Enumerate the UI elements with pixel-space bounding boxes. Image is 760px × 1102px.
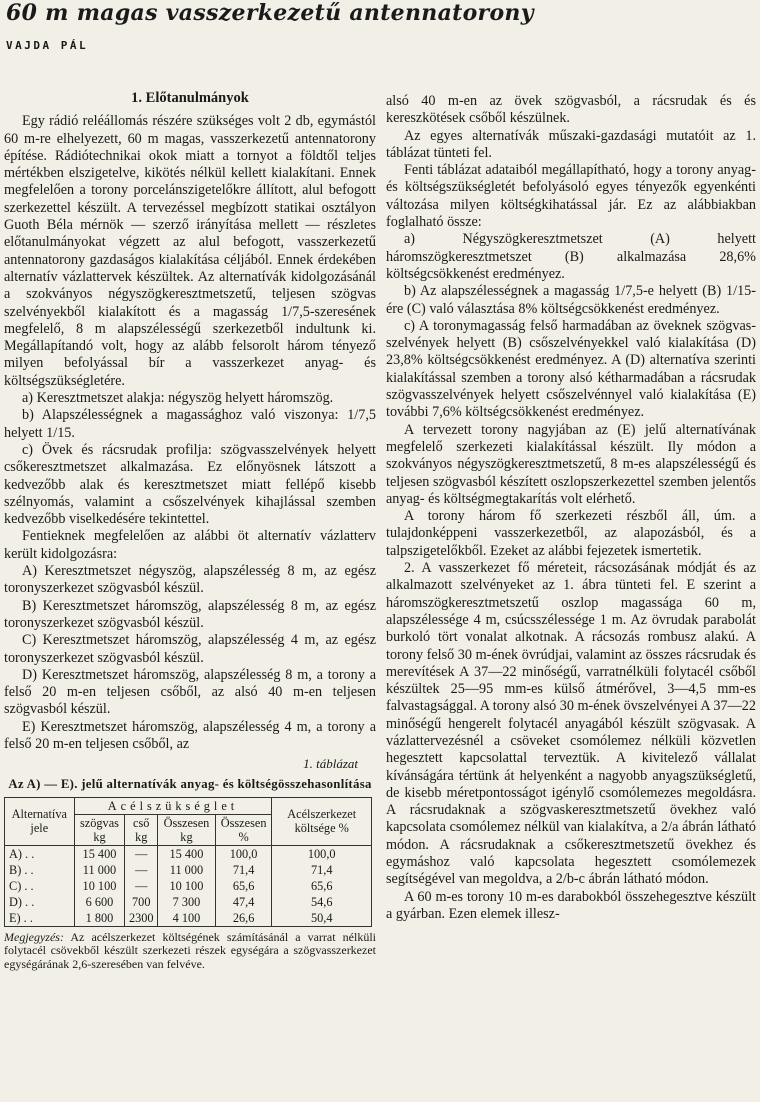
paragraph: Fentieknek megfelelően az alábbi öt alternatív vázlatterv került kidolgozásra: — [4, 528, 376, 562]
paragraph: E) Keresztmetszet háromszög, alapszélesség 4 m, a torony a felső 20 m-en teljesen csőből, az — [4, 718, 376, 752]
table-header-total-pct: Összesen % — [215, 814, 272, 845]
paragraph: Egy rádió reléállomás részére szükséges volt 2 db, egymástól 60 m-re elhelyezett, 60 m magas, vasszerkezetű antennatorony építése. Rádiótechnikai okok miatt a tornyot a földtől teljes mértékben elszigetelve, kikötés nélkül kellett kialakítani. Ennek megfelelően a torony porcelánszigetelőkre állított, alul befogott szerkezettel készült. A tervezéssel megbízott statikai osztályon Guoth Béla mérnök — szerző irányítása mellett — részletes előtanulmányokat végzett az alul befogott, vasszerkezetű antennatorony gazdaságos kialakítása céljából. Ennek érdekében alternatív vázlattervek készültek. Az alternatívák kidolgozásánál a szokványos négyszögkeresztmetszetű, teljesen szögvas szelvényekből kialakított és a magasság 1/7,5-szeresének megfelelő, 8 m alapszélességű szerkezetből indultunk ki. Megállapítandó volt, hogy az alább felsorolt három tényező milyen befolyással bír a vasszerkezet anyag- és költségszükségletére. — [4, 113, 376, 389]
paragraph: A) Keresztmetszet négyszög, alapszélesség 8 m, az egész toronyszerkezet szögvasból készül. — [4, 563, 376, 597]
paragraph: 2. A vasszerkezet fő méreteit, rácsozásának módját és az alkalmazott szelvényeket az 1. ábra tünteti fel. E szerint a háromszögkeresztmetszetű oszlop magassága 60 m, alapszélessége 4 m, csúcsszélessége 1 m. Az övrudak parabolát burkoló tört vonalat alkotnak. A rácsozás rombusz alakú. A torony felső 30 m-ének övrúdjai, valamint az összes rácsrudak és merevítések A 37—22 minőségű, varratnélküli folytacél csőből készültek 25—95 mm-es külső átmérővel, 3—4,5 mm-es falvastagsággal. A torony alsó 30 m-ének övszelvényei A 37—22 minőségű hengerelt folytacél anyagából készült szögvasak. A vázlattervezésnél a csöveket csomólemez nélküli közvetlen hegesztett kapcsolattal terveztük. A kivitelező vállalat kívánságára tértünk át helyenként a nagyobb anyagszükségletű, de kisebb méretpontosságot igénylő csomólemezes megoldásra. A rácsrudaknak a szögvaskeresztmetszetű övekhez való kapcsolata csomólemez nélkül van kialakítva, a 2/a ábrán látható módon. A rácsrudaknak a csőkeresztmetszetű övekhez és egymáshoz való kapcsolata hegesztett csomólemezek segítségével van megoldva, a 2/b-c ábrán látható módon. — [386, 560, 756, 888]
table-cell: 71,4 — [272, 862, 372, 878]
article-title: 60 m magas vasszerkezetű antennatorony — [6, 0, 534, 26]
table-header-tube: cső kg — [125, 814, 158, 845]
table-row — [5, 910, 372, 927]
table-cell: 4 100 — [158, 910, 216, 927]
table-cell: 10 100 — [74, 878, 125, 894]
paragraph: A torony három fő szerkezeti részből áll, úm. a tulajdonképpeni vasszerkezetből, az alapozásból, és a talpszigetelőkből. Ezeket az alábbi fejezetek ismertetik. — [386, 508, 756, 559]
table-row — [5, 862, 372, 878]
table-note-label: Megjegyzés: — [4, 929, 64, 944]
table-cell: 65,6 — [215, 878, 272, 894]
paragraph: B) Keresztmetszet háromszög, alapszélesség 8 m, az egész toronyszerkezet szögvasból készül. — [4, 597, 376, 631]
table-cell: C) . . — [5, 878, 75, 894]
paragraph: alsó 40 m-en az övek szögvasból, a rácsrudak és és kereszkötések csőből készülnek. — [386, 93, 756, 127]
table-header-total-kg: Összesen kg — [158, 814, 216, 845]
paragraph: a) Keresztmetszet alakja: négyszög helyett háromszög. — [22, 390, 334, 407]
table-cell: 15 400 — [158, 845, 216, 862]
section-heading: 1. Előtanulmányok — [131, 90, 249, 106]
table-cell: 50,4 — [272, 910, 372, 927]
table-cell: 100,0 — [215, 845, 272, 862]
table-row — [5, 878, 372, 894]
table-cell: — — [125, 862, 158, 878]
table-cell: 100,0 — [272, 845, 372, 862]
table-cell: 10 100 — [158, 878, 216, 894]
table-cell: D) . . — [5, 894, 75, 910]
table-cell: E) . . — [5, 910, 75, 927]
table-number: 1. táblázat — [303, 756, 358, 772]
table-header-alt: Alternatíva jele — [5, 797, 75, 845]
table-cell: A) . . — [5, 845, 75, 862]
article-author: VAJDA PÁL — [6, 39, 89, 52]
left-column — [4, 90, 376, 971]
table-title: Az A) — E). jelű alternatívák anyag- és költségösszehasonlítása — [8, 776, 372, 791]
paragraph: c) A toronymagasság felső harmadában az öveknek szögvas-szelvények helyett (B) csőszelvényekkel való kialakítása (D) 23,8% költségcsökkenést eredményez. A (D) alternatíva szerinti kialakítással szemben a torony alsó kétharmadában a rácsrudak szögvasszelvények helyett csőszelvénnyel való kialakítása (E) további 7,6% költségcsökkenést eredményez. — [386, 317, 756, 421]
table-note-text: Az acélszerkezet költségének számításánál a varrat nélküli folytacél csövekből készült szerkezeti részek egységára a szögvasszerkezet egységárának 2,6-szeresében van felvéve. — [4, 929, 376, 971]
table-cell: — — [125, 878, 158, 894]
paragraph: Fenti táblázat adataiból megállapítható, hogy a torony anyag- és költségszükségletét befolyásoló egyes tényezők egyenkénti változása milyen költségkihatással jár. Ez az alábbiakban foglalható össze: — [386, 162, 756, 231]
table-cell: 15 400 — [74, 845, 125, 862]
table-cell: 26,6 — [215, 910, 272, 927]
paragraph: D) Keresztmetszet háromszög, alapszélesség 8 m, a torony a felső 20 m-en teljesen csőből, az alsó 40 m-en teljesen szögvasból készül. — [4, 666, 376, 718]
table-cell: — — [125, 845, 158, 862]
table-cell: B) . . — [5, 862, 75, 878]
paragraph: C) Keresztmetszet háromszög, alapszélesség 4 m, az egész toronyszerkezet szögvasból készül. — [4, 632, 376, 666]
table-cell: 700 — [125, 894, 158, 910]
table-cell: 71,4 — [215, 862, 272, 878]
right-column — [386, 93, 756, 923]
table-cell: 11 000 — [158, 862, 216, 878]
table-cell: 47,4 — [215, 894, 272, 910]
table-row — [5, 845, 372, 862]
table-header-angle-steel: szögvas kg — [74, 814, 125, 845]
table-cell: 65,6 — [272, 878, 372, 894]
table-cell: 54,6 — [272, 894, 372, 910]
table-cell: 6 600 — [74, 894, 125, 910]
paragraph: c) Övek és rácsrudak profilja: szögvasszelvények helyett csőkeresztmetszet alkalmazása. Ez előnyösnek látszott a kedvezőbb alak és keresztmetszet miatt fellépő kisebb szélnyomás, valamint a csőszelvények kihajlással szemben kedvezőbb viselkedésére tekintettel. — [4, 441, 376, 528]
table-note — [4, 931, 376, 972]
paragraph: b) Alapszélességnek a magassághoz való viszonya: 1/7,5 helyett 1/15. — [4, 407, 376, 441]
table-header-group: Acélszükséglet — [74, 797, 272, 814]
paragraph: Az egyes alternatívák műszaki-gazdasági mutatóit az 1. táblázat tünteti fel. — [386, 127, 756, 161]
table-cell: 7 300 — [158, 894, 216, 910]
paragraph: b) Az alapszélességnek a magasság 1/7,5-e helyett (B) 1/15-ére (C) való választása 8% költségcsökkenést eredményez. — [386, 283, 756, 317]
paragraph: a) Négyszögkeresztmetszet (A) helyett háromszögkeresztmetszet (B) alkalmazása 28,6% költségcsökkenést eredményez. — [386, 231, 756, 282]
comparison-table — [4, 797, 372, 927]
table-cell: 2300 — [125, 910, 158, 927]
table-cell: 11 000 — [74, 862, 125, 878]
table-row — [5, 894, 372, 910]
paragraph: A tervezett torony nagyjában az (E) jelű alternatívának megfelelő szerkezeti kialakítással készült. Ily módon a szokványos négyszögkeresztmetszetű, 8 m-es alapszélességű és teljesen szögvasból készített oszlopszerkezettel szemben jelentős anyag- és költségmegtakarítás volt elérhető. — [386, 421, 756, 507]
table-header-cost: Acélszerkezet költsége % — [272, 797, 372, 845]
paragraph: A 60 m-es torony 10 m-es darabokból összehegesztve készült a gyárban. Ezen elemek illesz- — [386, 888, 756, 922]
table-cell: 1 800 — [74, 910, 125, 927]
